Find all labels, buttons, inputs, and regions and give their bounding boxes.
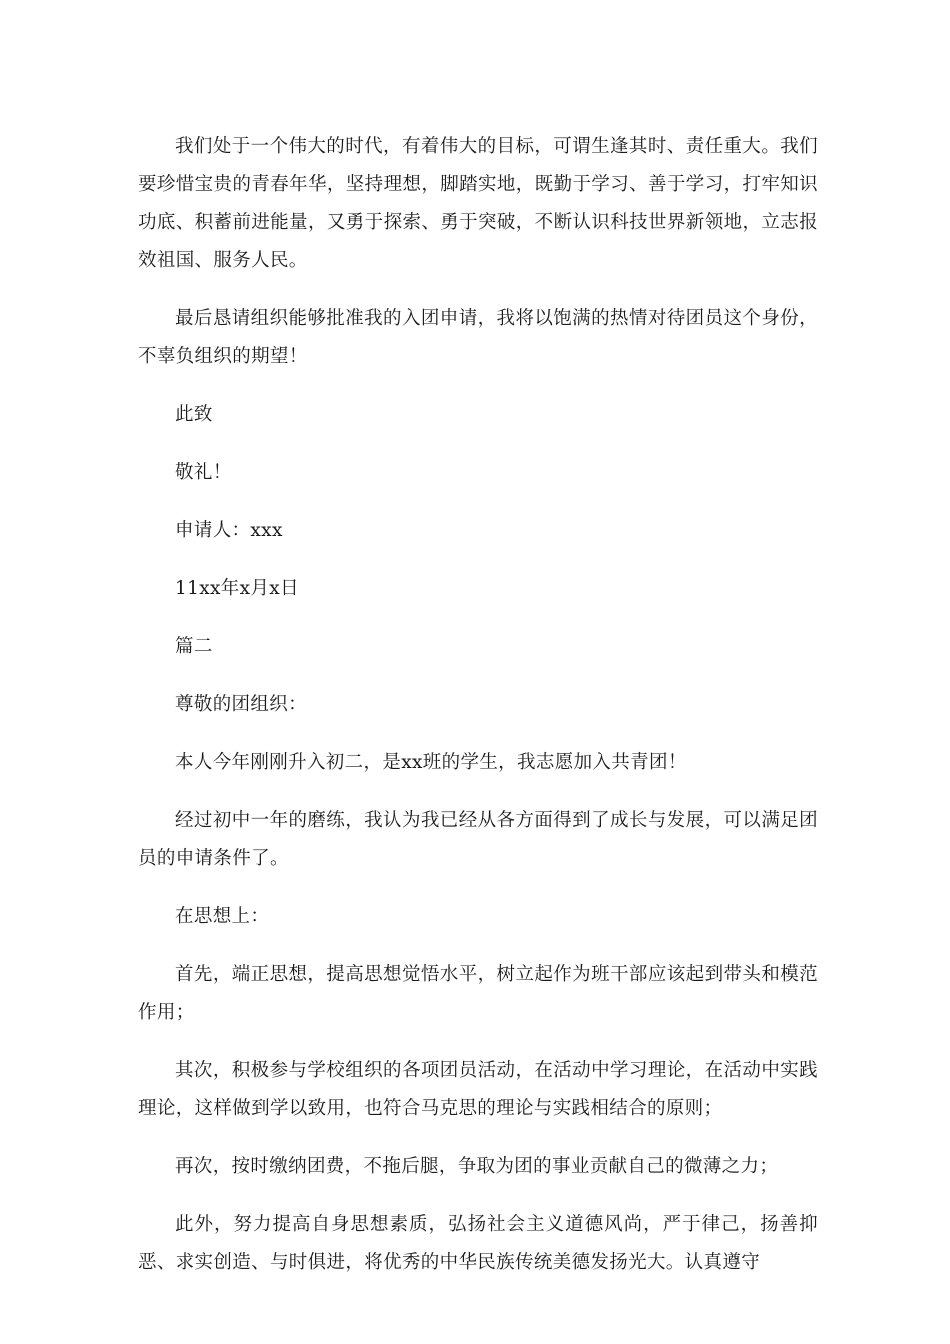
section-heading: 篇二 <box>175 636 213 657</box>
paragraph-qualification: 经过初中一年的磨练，我认为我已经从各方面得到了成长与发展，可以满足团员的申请条件了。 <box>138 810 818 869</box>
paragraph-additional-point: 此外，努力提高自身思想素质，弘扬社会主义道德风尚，严于律己，扬善抑恶、求实创造、与时俱进，将优秀的中华民族传统美德发扬光大。认真遵守 <box>138 1214 818 1273</box>
applicant-name: 申请人：xxx <box>175 520 283 541</box>
letter-greeting: 尊敬的团组织： <box>175 694 307 715</box>
closing-salutation: 此致 <box>175 404 213 425</box>
closing-regards: 敬礼！ <box>175 462 232 483</box>
paragraph-youth-responsibility: 我们处于一个伟大的时代，有着伟大的目标，可谓生逢其时、责任重大。我们要珍惜宝贵的青春年华，坚持理想，脚踏实地，既勤于学习、善于学习，打牢知识功底、积蓄前进能量，又勇于探索、勇于突破，不断认识科技世界新领地，立志报效祖国、服务人民。 <box>138 136 818 271</box>
paragraph-introduction: 本人今年刚刚升入初二，是xx班的学生，我志愿加入共青团！ <box>175 752 687 773</box>
paragraph-second-point: 其次，积极参与学校组织的各项团员活动，在活动中学习理论，在活动中实践理论，这样做到学以致用，也符合马克思的理论与实践相结合的原则； <box>138 1060 818 1119</box>
document-page <box>138 128 818 1302</box>
paragraph-approval-request: 最后恳请组织能够批准我的入团申请，我将以饱满的热情对待团员这个身份，不辜负组织的期望！ <box>138 308 818 367</box>
paragraph-third-point: 再次，按时缴纳团费，不拖后腿，争取为团的事业贡献自己的微薄之力； <box>175 1156 779 1177</box>
subheading-ideology: 在思想上： <box>175 906 270 927</box>
application-date: 11xx年x月x日 <box>175 578 299 599</box>
paragraph-first-point: 首先，端正思想，提高思想觉悟水平，树立起作为班干部应该起到带头和模范作用； <box>138 964 818 1023</box>
